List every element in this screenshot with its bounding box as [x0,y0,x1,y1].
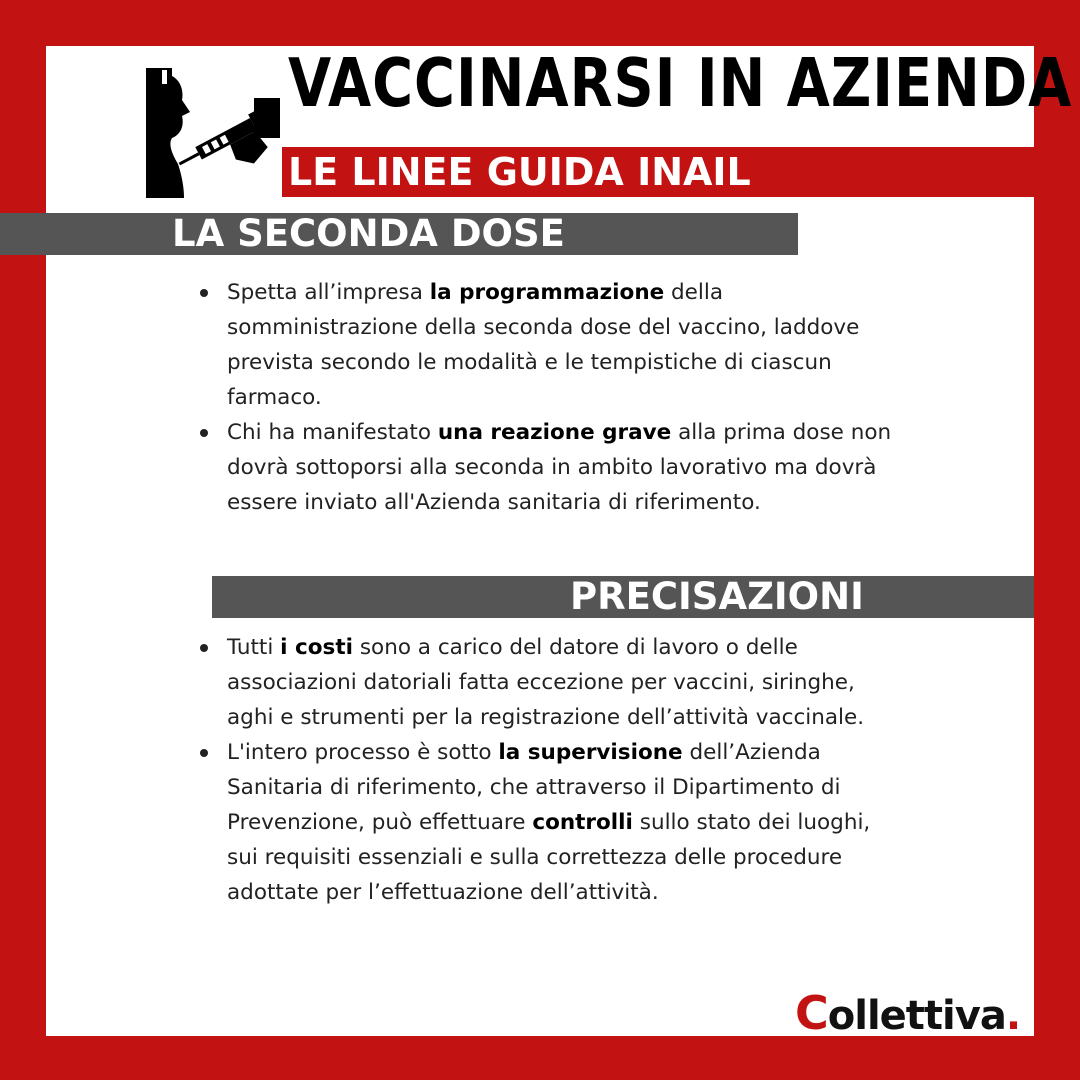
collettiva-logo: Collettiva. [795,986,1021,1040]
bullet-icon [200,749,208,757]
section-heading-seconda-dose: LA SECONDA DOSE [172,212,565,255]
list-item: Chi ha manifestato una reazione grave alla prima dose non dovrà sottoporsi alla seconda in ambito lavorativo ma dovrà essere inviato all'Azienda sanitaria di riferimento. [200,415,900,520]
page-subtitle: LE LINEE GUIDA INAIL [288,150,751,194]
section-heading-precisazioni: PRECISAZIONI [570,575,864,618]
precisazioni-list [200,630,900,910]
list-item: Tutti i costi sono a carico del datore di lavoro o delle associazioni datoriali fatta eccezione per vaccini, siringhe, aghi e strumenti per la registrazione dell’attività vaccinale. [200,630,900,735]
vaccination-icon [142,64,282,200]
seconda-dose-list [200,275,900,520]
bullet-icon [200,289,208,297]
page-title: VACCINARSI IN AZIENDA [288,43,1073,123]
list-item: Spetta all’impresa la programmazione della somministrazione della seconda dose del vaccino, laddove prevista secondo le modalità e le tempistiche di ciascun farmaco. [200,275,900,415]
bullet-icon [200,644,208,652]
bullet-icon [200,429,208,437]
list-item: L'intero processo è sotto la supervisione dell’Azienda Sanitaria di riferimento, che attraverso il Dipartimento di Prevenzione, può effettuare controlli sullo stato dei luoghi, sui requisiti essenziali e sulla correttezza delle procedure adottate per l’effettuazione dell’attività. [200,735,900,910]
